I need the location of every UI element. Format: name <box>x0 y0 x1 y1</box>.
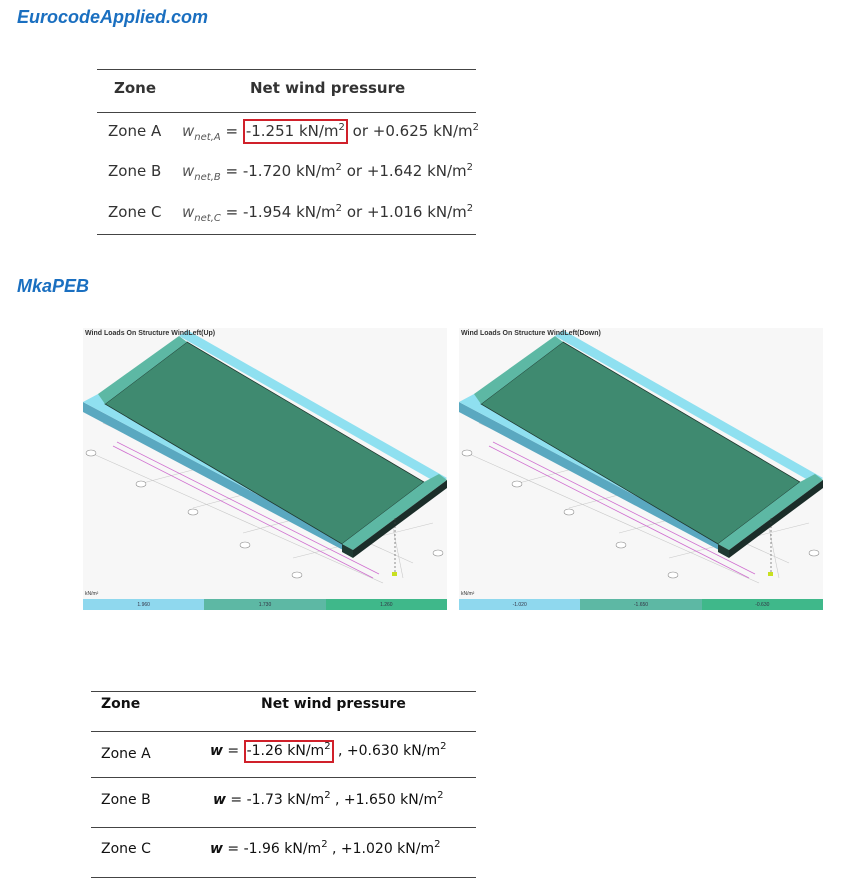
structure-3d-view <box>83 328 447 598</box>
table-row <box>97 162 476 186</box>
zone-label: Zone B <box>101 792 151 808</box>
table-row <box>97 203 476 227</box>
table-bottom-rule <box>97 234 476 235</box>
pressure-formula: w = -1.73 $kN/m^2$ , +1.650 $kN/m^2$ <box>213 790 444 808</box>
header-net-wind-pressure: Net wind pressure <box>250 79 406 97</box>
highlight-box: -1.26 $kN/m^2$ <box>244 740 334 763</box>
header-net-wind-pressure: Net wind pressure <box>261 696 406 712</box>
structure-3d-view <box>459 328 823 598</box>
wind-load-render-down <box>459 328 823 610</box>
table-rule <box>91 691 476 692</box>
table-rule <box>91 877 476 878</box>
table-rule <box>91 827 476 828</box>
table-header-rule <box>97 112 476 113</box>
legend-unit: kN/m² <box>85 591 99 597</box>
pressure-formula: $w_{net,C} = -1.954$ $kN/m^2$ or +1.016 $kN/m^2$ <box>182 203 474 224</box>
pressure-formula: w = -1.26 $kN/m^2$ , +0.630 $kN/m^2$ <box>210 743 447 759</box>
legend-bin: -1.650 <box>580 599 701 610</box>
header-zone: Zone <box>114 79 157 97</box>
legend-bin: -0.630 <box>702 599 823 610</box>
header-zone: Zone <box>101 696 141 712</box>
legend-bin: 1.730 <box>204 599 325 610</box>
table-row <box>97 122 480 146</box>
highlight-box: -1.251 $kN/m^2$ <box>243 119 348 144</box>
zone-label: Zone C <box>108 203 162 221</box>
mkapeb-wind-table <box>91 691 476 881</box>
zone-label: Zone A <box>108 122 162 140</box>
table-rule <box>91 777 476 778</box>
zone-label: Zone B <box>108 162 162 180</box>
color-legend <box>83 599 447 610</box>
legend-unit: kN/m² <box>461 591 475 597</box>
legend-bin: -1.020 <box>459 599 580 610</box>
pressure-formula: w = -1.96 $kN/m^2$ , +1.020 $kN/m^2$ <box>210 839 441 857</box>
color-legend <box>459 599 823 610</box>
zone-label: Zone A <box>101 746 151 762</box>
render-title: Wind Loads On Structure WindLeft(Down) <box>461 330 601 337</box>
eurocode-wind-table <box>97 69 480 235</box>
mkapeb-brand-title: MkaPEB <box>17 276 90 296</box>
legend-bin: 1.260 <box>326 599 447 610</box>
eurocode-brand-title: EurocodeApplied.com <box>17 7 209 27</box>
pressure-formula: $w_{net,A} = -1.251$ $kN/m^2$ or +0.625 $kN/m^2$ <box>182 122 479 143</box>
zone-label: Zone C <box>101 841 151 857</box>
wind-load-render-up <box>83 328 447 610</box>
pressure-formula: $w_{net,B} = -1.720$ $kN/m^2$ or +1.642 $kN/m^2$ <box>182 162 474 183</box>
table-rule <box>91 731 476 732</box>
table-top-rule <box>97 69 476 70</box>
render-title: Wind Loads On Structure WindLeft(Up) <box>85 330 216 337</box>
legend-bin: 1.960 <box>83 599 204 610</box>
